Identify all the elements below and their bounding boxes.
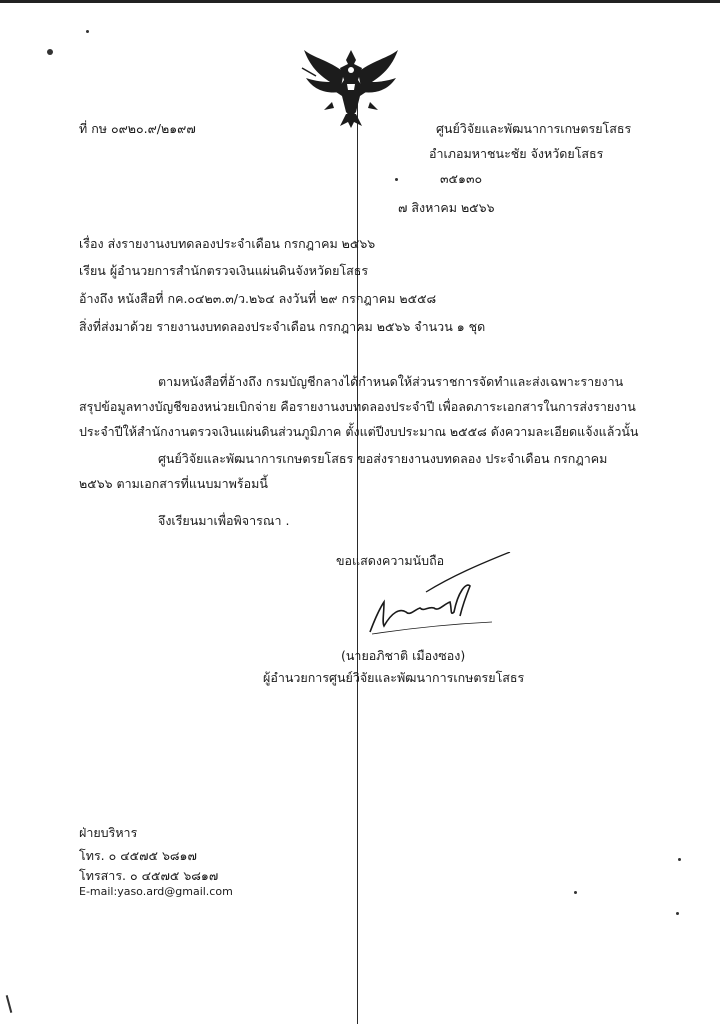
body-paragraph-2 (79, 446, 607, 496)
paragraph-line: ตามหนังสือที่อ้างถึง กรมบัญชีกลางได้กำหนดให้ส่วนราชการจัดทำและส่งเฉพาะรายงาน (158, 374, 624, 389)
paragraph-line: สรุปข้อมูลทางบัญชีของหน่วยเบิกจ่าย คือรายงานงบทดลองประจำปี เพื่อลดภาระเอกสารในการส่งรายงาน (79, 399, 636, 414)
scan-speck (47, 49, 53, 55)
scan-speck (676, 912, 679, 915)
scan-mark (6, 995, 13, 1013)
footer-email: E-mail:yaso.ard@gmail.com (79, 885, 233, 898)
reference-number: ที่ กษ ๐๙๒๐.๙/๒๑๙๗ (79, 121, 196, 136)
organization-name: ศูนย์วิจัยและพัฒนาการเกษตรยโสธร (436, 121, 632, 136)
paragraph-line: ๒๕๖๖ ตามเอกสารที่แนบมาพร้อมนี้ (79, 476, 268, 491)
subject-line: เรื่อง ส่งรายงานงบทดลองประจำเดือน กรกฎาคม ๒๕๖๖ (79, 236, 376, 251)
recipient-line: เรียน ผู้อำนวยการสำนักตรวจเงินแผ่นดินจังหวัดยโสธร (79, 263, 369, 278)
scan-top-edge (0, 0, 720, 3)
body-paragraph-1 (79, 369, 638, 444)
postal-code: ๓๕๑๓๐ (440, 171, 483, 186)
paragraph-line: ประจำปีให้สำนักงานตรวจเงินแผ่นดินส่วนภูมิภาค ตั้งแต่ปีงบประมาณ ๒๕๕๘ ดังความละเอียดแจ้งแล้วนั้น (79, 424, 639, 439)
organization-address: อำเภอมหาชนะชัย จังหวัดยโสธร (429, 146, 604, 161)
closing-request: จึงเรียนมาเพื่อพิจารณา . (158, 513, 290, 528)
footer-telephone: โทร. ๐ ๔๕๗๕ ๖๘๑๗ (79, 848, 197, 863)
scan-speck (678, 858, 681, 861)
scan-speck (395, 178, 398, 181)
scan-speck (86, 30, 89, 33)
footer-division: ฝ่ายบริหาร (79, 825, 138, 840)
garuda-emblem-icon (296, 40, 406, 130)
closing-regards: ขอแสดงความนับถือ (336, 553, 445, 568)
signatory-position: ผู้อำนวยการศูนย์วิจัยและพัฒนาการเกษตรยโสธร (263, 670, 525, 685)
enclosure-line: สิ่งที่ส่งมาด้วย รายงานงบทดลองประจำเดือน กรกฎาคม ๒๕๖๖ จำนวน ๑ ชุด (79, 319, 486, 334)
reference-line: อ้างถึง หนังสือที่ กค.๐๔๒๓.๓/ว.๒๖๔ ลงวันที่ ๒๙ กรกฎาคม ๒๕๕๘ (79, 291, 437, 306)
letter-date: ๗ สิงหาคม ๒๕๖๖ (398, 200, 495, 215)
signatory-name: (นายอภิชาติ เมืองซอง) (341, 648, 466, 663)
scan-speck (574, 891, 577, 894)
signature-mark (362, 552, 512, 642)
paragraph-line: ศูนย์วิจัยและพัฒนาการเกษตรยโสธร ขอส่งรายงานงบทดลอง ประจำเดือน กรกฎาคม (158, 451, 608, 466)
footer-fax: โทรสาร. ๐ ๔๕๗๕ ๖๘๑๗ (79, 868, 219, 883)
